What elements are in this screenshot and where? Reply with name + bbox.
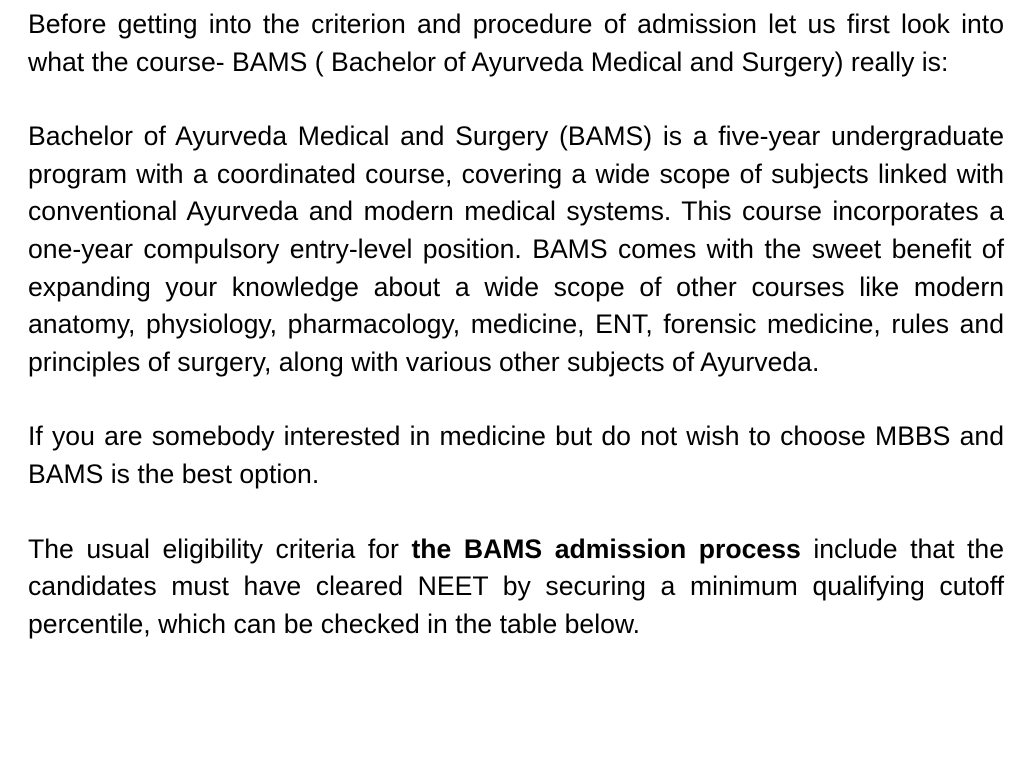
- eligibility-paragraph: [28, 531, 1004, 644]
- eligibility-text-start: The usual eligibility criteria for: [28, 533, 412, 564]
- intro-paragraph: Before getting into the criterion and procedure of admission let us first look into what the course- BAMS ( Bachelor of Ayurveda Medical and Surgery) really is:: [28, 9, 1004, 77]
- document-page: [28, 6, 1004, 643]
- admission-process-bold-text: the BAMS admission process: [411, 533, 801, 564]
- eligibility-text-end: include that the candidates must have cleared NEET by securing a minimum qualifying cutoff percentile, which can be checked in the table below.: [28, 533, 1004, 639]
- recommendation-paragraph: If you are somebody interested in medicine but do not wish to choose MBBS and BAMS is the best option.: [28, 421, 1004, 489]
- bams-description-paragraph: Bachelor of Ayurveda Medical and Surgery (BAMS) is a five-year undergraduate program with a coordinated course, covering a wide scope of subjects linked with conventional Ayurveda and modern medical systems. This course incorporates a one-year compulsory entry-level position. BAMS comes with the sweet benefit of expanding your knowledge about a wide scope of other courses like modern anatomy, physiology, pharmacology, medicine, ENT, forensic medicine, rules and principles of surgery, along with various other subjects of Ayurveda.: [28, 121, 1004, 377]
